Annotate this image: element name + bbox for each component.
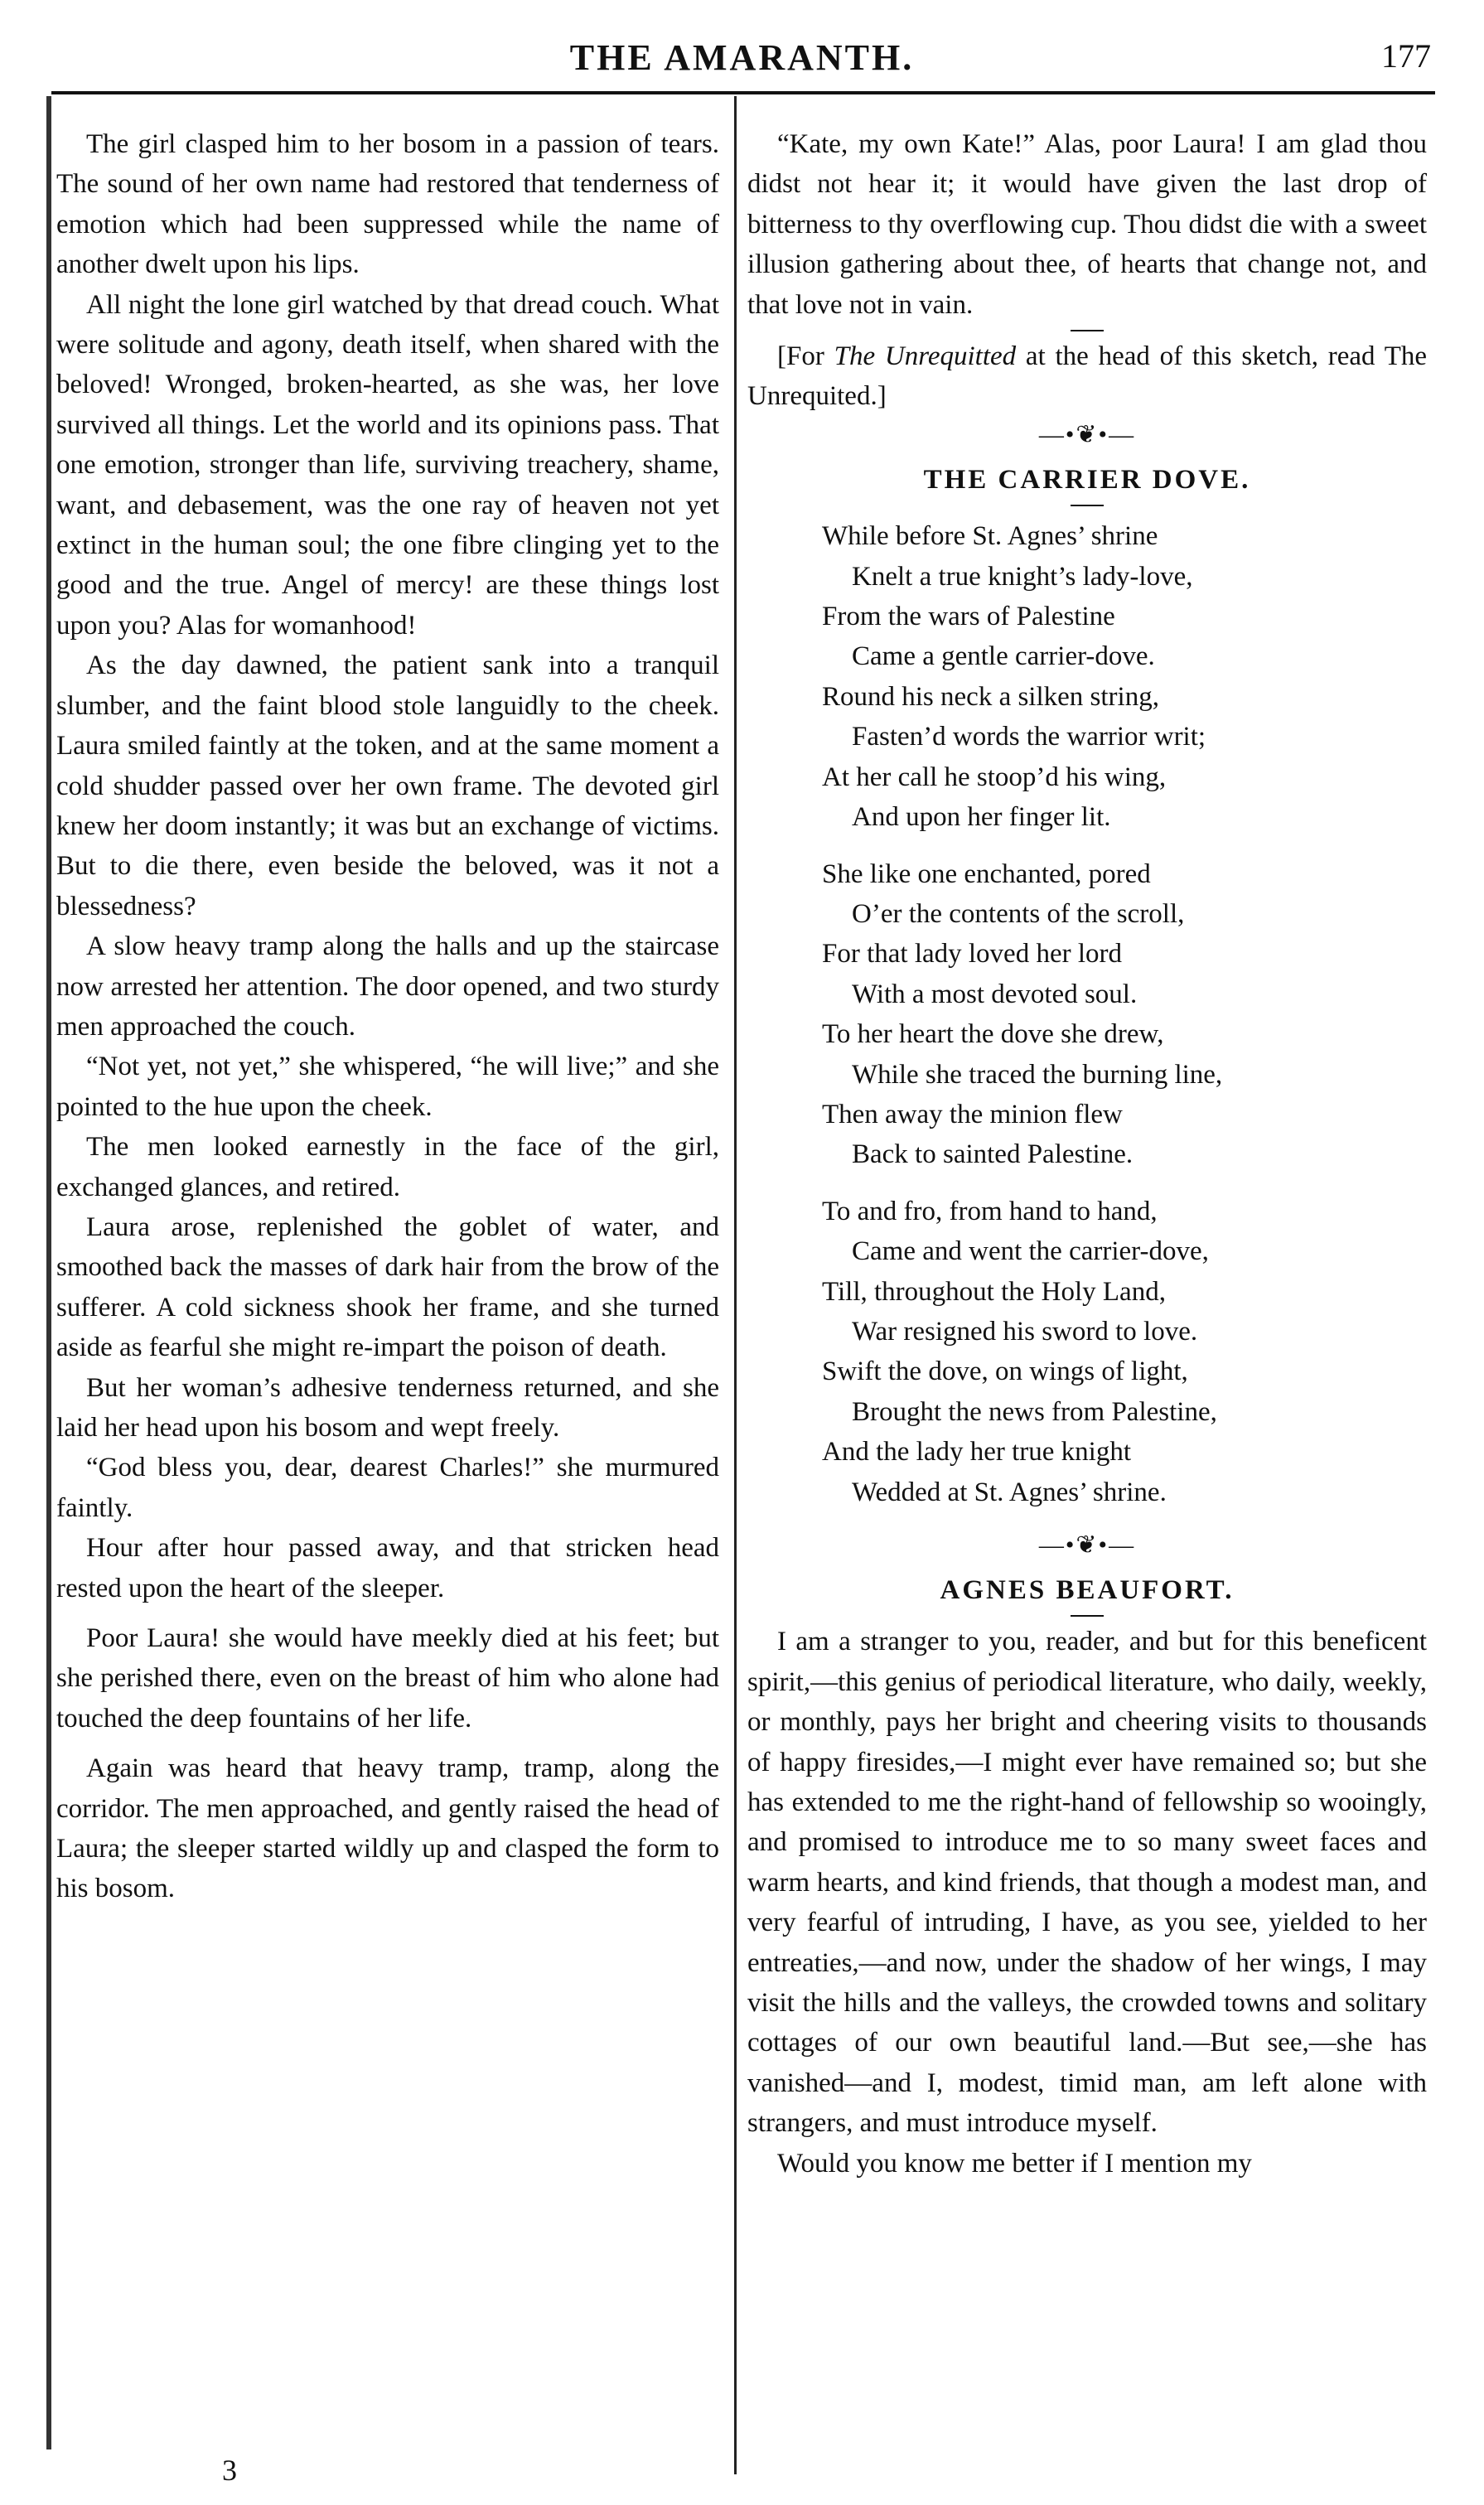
stanza bbox=[822, 1192, 1427, 1512]
poem-line: To and fro, from hand to hand, bbox=[822, 1196, 1158, 1226]
poem-line: Fasten’d words the warrior writ; bbox=[852, 722, 1206, 752]
binding-edge bbox=[46, 96, 51, 2449]
poem-line: Round his neck a silken string, bbox=[822, 681, 1159, 712]
paragraph: As the day dawned, the patient sank into a tranquil slumber, and the faint blood stole languidly to the cheek. Laura smiled faintly at the token, and at the same moment a cold shudder passed over her own frame. The devoted girl knew her doom instantly; it was but an exchange of victims. But to die there, even beside the beloved, was it not a blessedness? bbox=[56, 650, 719, 921]
paragraph: A slow heavy tramp along the halls and up the staircase now arrested her attention. The door opened, and two sturdy men approached the couch. bbox=[56, 931, 719, 1042]
poem-line: Came a gentle carrier-dove. bbox=[852, 641, 1155, 672]
poem-line: War resigned his sword to love. bbox=[852, 1316, 1198, 1347]
poem-line: O’er the contents of the scroll, bbox=[852, 898, 1185, 929]
paragraph: The girl clasped him to her bosom in a passion of tears. The sound of her own name had restored that tenderness of emotion which had been suppressed while the name of another dwelt upon his lips. bbox=[56, 129, 719, 280]
paragraph: “Kate, my own Kate!” Alas, poor Laura! I am glad thou didst not hear it; it would have given the last drop of bitterness to thy overflowing cup. Thou didst die with a sweet illusion gathering about thee, of hearts that change not, and that love not in vain. bbox=[747, 129, 1427, 320]
poem-line: She like one enchanted, pored bbox=[822, 858, 1151, 889]
short-rule bbox=[1071, 1615, 1104, 1617]
poem-line: At her call he stoop’d his wing, bbox=[822, 762, 1167, 792]
short-rule bbox=[1071, 505, 1104, 506]
poem-line: For that lady loved her lord bbox=[822, 939, 1123, 970]
poem-title: THE CARRIER DOVE. bbox=[923, 464, 1251, 495]
paragraph: Laura arose, replenished the goblet of water, and smoothed back the masses of dark hair from the brow of the sufferer. A cold sickness shook her frame, and she turned aside as fearful she might re-impart the poison of death. bbox=[56, 1211, 719, 1363]
poem-line: Swift the dove, on wings of light, bbox=[822, 1356, 1188, 1387]
poem-line: Back to sainted Palestine. bbox=[852, 1139, 1134, 1170]
editorial-note: [For The Unrequitted at the head of this sketch, read The Unrequited.] bbox=[747, 341, 1427, 412]
poem-line: And upon her finger lit. bbox=[852, 802, 1111, 833]
signature-mark: 3 bbox=[222, 2454, 237, 2487]
poem-line: Came and went the carrier-dove, bbox=[852, 1236, 1209, 1267]
paragraph: The men looked earnestly in the face of the girl, exchanged glances, and retired. bbox=[56, 1132, 719, 1202]
paragraph: Would you know me better if I mention my bbox=[777, 2148, 1252, 2179]
ornament-divider: —•❦•— bbox=[1038, 1531, 1136, 1559]
note-italic: The Unrequitted bbox=[834, 341, 1017, 372]
story-title: AGNES BEAUFORT. bbox=[940, 1575, 1235, 1605]
poem-line: Till, throughout the Holy Land, bbox=[822, 1276, 1166, 1307]
right-column bbox=[747, 124, 1427, 2183]
poem bbox=[822, 516, 1427, 1512]
running-title: THE AMARANTH. bbox=[569, 37, 915, 78]
poem-line: Wedded at St. Agnes’ shrine. bbox=[852, 1477, 1167, 1507]
poem-line: Knelt a true knight’s lady-love, bbox=[852, 561, 1193, 592]
poem-line: From the wars of Palestine bbox=[822, 602, 1115, 632]
paragraph: Hour after hour passed away, and that stricken head rested upon the heart of the sleeper. bbox=[56, 1533, 719, 1603]
poem-line: Then away the minion flew bbox=[822, 1099, 1123, 1129]
short-rule bbox=[1071, 330, 1104, 331]
paragraph: Poor Laura! she would have meekly died at his feet; but she perished there, even on the breast of him who alone had touched the deep fountains of her life. bbox=[56, 1623, 719, 1734]
poem-line: While she traced the burning line, bbox=[852, 1059, 1223, 1090]
column-divider bbox=[734, 96, 737, 2474]
poem-line: While before St. Agnes’ shrine bbox=[822, 521, 1158, 552]
header-rule bbox=[51, 91, 1435, 94]
poem-line: With a most devoted soul. bbox=[852, 979, 1138, 1009]
poem-line: Brought the news from Palestine, bbox=[852, 1396, 1217, 1427]
left-column bbox=[56, 124, 719, 1909]
ornament-divider: —•❦•— bbox=[1038, 420, 1136, 448]
paragraph: “Not yet, not yet,” she whispered, “he will live;” and she pointed to the hue upon the cheek. bbox=[56, 1052, 719, 1122]
stanza bbox=[822, 516, 1427, 837]
paragraph: “God bless you, dear, dearest Charles!” she murmured faintly. bbox=[56, 1453, 719, 1523]
paragraph: Again was heard that heavy tramp, tramp, along the corridor. The men approached, and gently raised the head of Laura; the sleeper started wildly up and clasped the form to his bosom. bbox=[56, 1753, 719, 1904]
stanza bbox=[822, 854, 1427, 1175]
poem-line: And the lady her true knight bbox=[822, 1437, 1131, 1468]
paragraph: All night the lone girl watched by that dread couch. What were solitude and agony, death itself, when shared with the beloved! Wronged, broken-hearted, as she was, her love survived all things. Let the world and its opinions pass. That one emotion, stronger than life, surviving treachery, shame, want, and debasement, was the one ray of heaven not yet extinct in the human soul; the one fibre clinging yet to the good and the true. Angel of mercy! are these things lost upon you? Alas for womanhood! bbox=[56, 289, 719, 641]
paragraph: But her woman’s adhesive tenderness returned, and she laid her head upon his bosom and wept freely. bbox=[56, 1372, 719, 1443]
page-number: 177 bbox=[1381, 37, 1431, 75]
page-header bbox=[0, 36, 1484, 86]
poem-line: To her heart the dove she drew, bbox=[822, 1019, 1164, 1050]
paragraph: I am a stranger to you, reader, and but for this beneficent spirit,—this genius of periodical literature, who daily, weekly, or monthly, pays her bright and cheering visits to thousands of happy firesides,—I might ever have remained so; but she has extended to me the right-hand of fellowship so wooingly, and promised to introduce me to so many sweet faces and warm hearts, and kind friends, that though a modest man, and very fearful of intruding, I have, as you see, yielded to her entreaties,—and now, under the shadow of her wings, I may visit the hills and the valleys, the crowded towns and solitary cottages of our own beautiful land.—But see,—she has vanished—and I, modest, timid man, am left alone with strangers, and must introduce myself. bbox=[747, 1627, 1427, 2139]
